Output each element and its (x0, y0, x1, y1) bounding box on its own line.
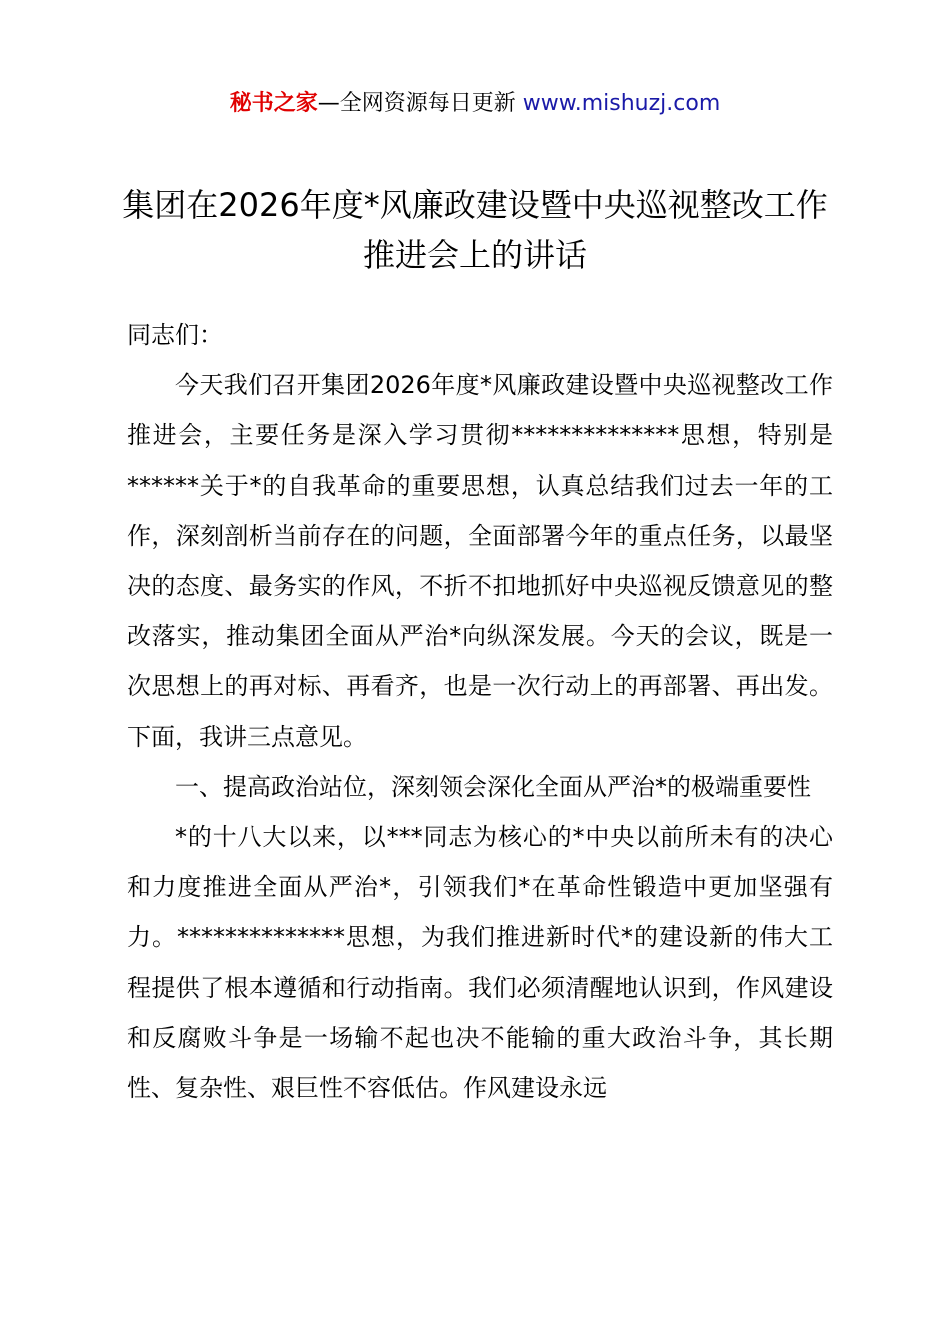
paragraph-intro: 今天我们召开集团2026年度*风廉政建设暨中央巡视整改工作推进会，主要任务是深入学习贯彻**************思想，特别是******关于*的自我革命的重要思想，认真总结我们过去一年的工作，深刻剖析当前存在的问题，全面部署今年的重点任务，以最坚决的态度、最务实的作风，不折不扣地抓好中央巡视反馈意见的整改落实，推动集团全面从严治*向纵深发展。今天的会议，既是一次思想上的再对标、再看齐，也是一次行动上的再部署、再出发。下面，我讲三点意见。 (127, 371, 833, 751)
site-brand: 秘书之家 (229, 91, 318, 116)
site-url-link[interactable]: www.mishuzj.com (522, 91, 721, 116)
document-body (127, 310, 833, 1113)
site-header (0, 88, 950, 120)
paragraph-section-1: *的十八大以来，以***同志为核心的*中央以前所未有的决心和力度推进全面从严治*，引领我们*在革命性锻造中更加坚强有力。**************思想，为我们推进新时代*的建设新的伟大工程提供了根本遵循和行动指南。我们必须清醒地认识到，作风建设和反腐败斗争是一场输不起也决不能输的重大政治斗争，其长期性、复杂性、艰巨性不容低估。作风建设永远 (127, 823, 833, 1103)
salutation: 同志们： (127, 321, 223, 349)
document-title: 集团在2026年度*风廉政建设暨中央巡视整改工作推进会上的讲话 (122, 186, 828, 274)
section-heading-1: 一、提高政治站位，深刻领会深化全面从严治*的极端重要性 (175, 772, 811, 801)
site-tagline: —全网资源每日更新 (317, 91, 523, 116)
